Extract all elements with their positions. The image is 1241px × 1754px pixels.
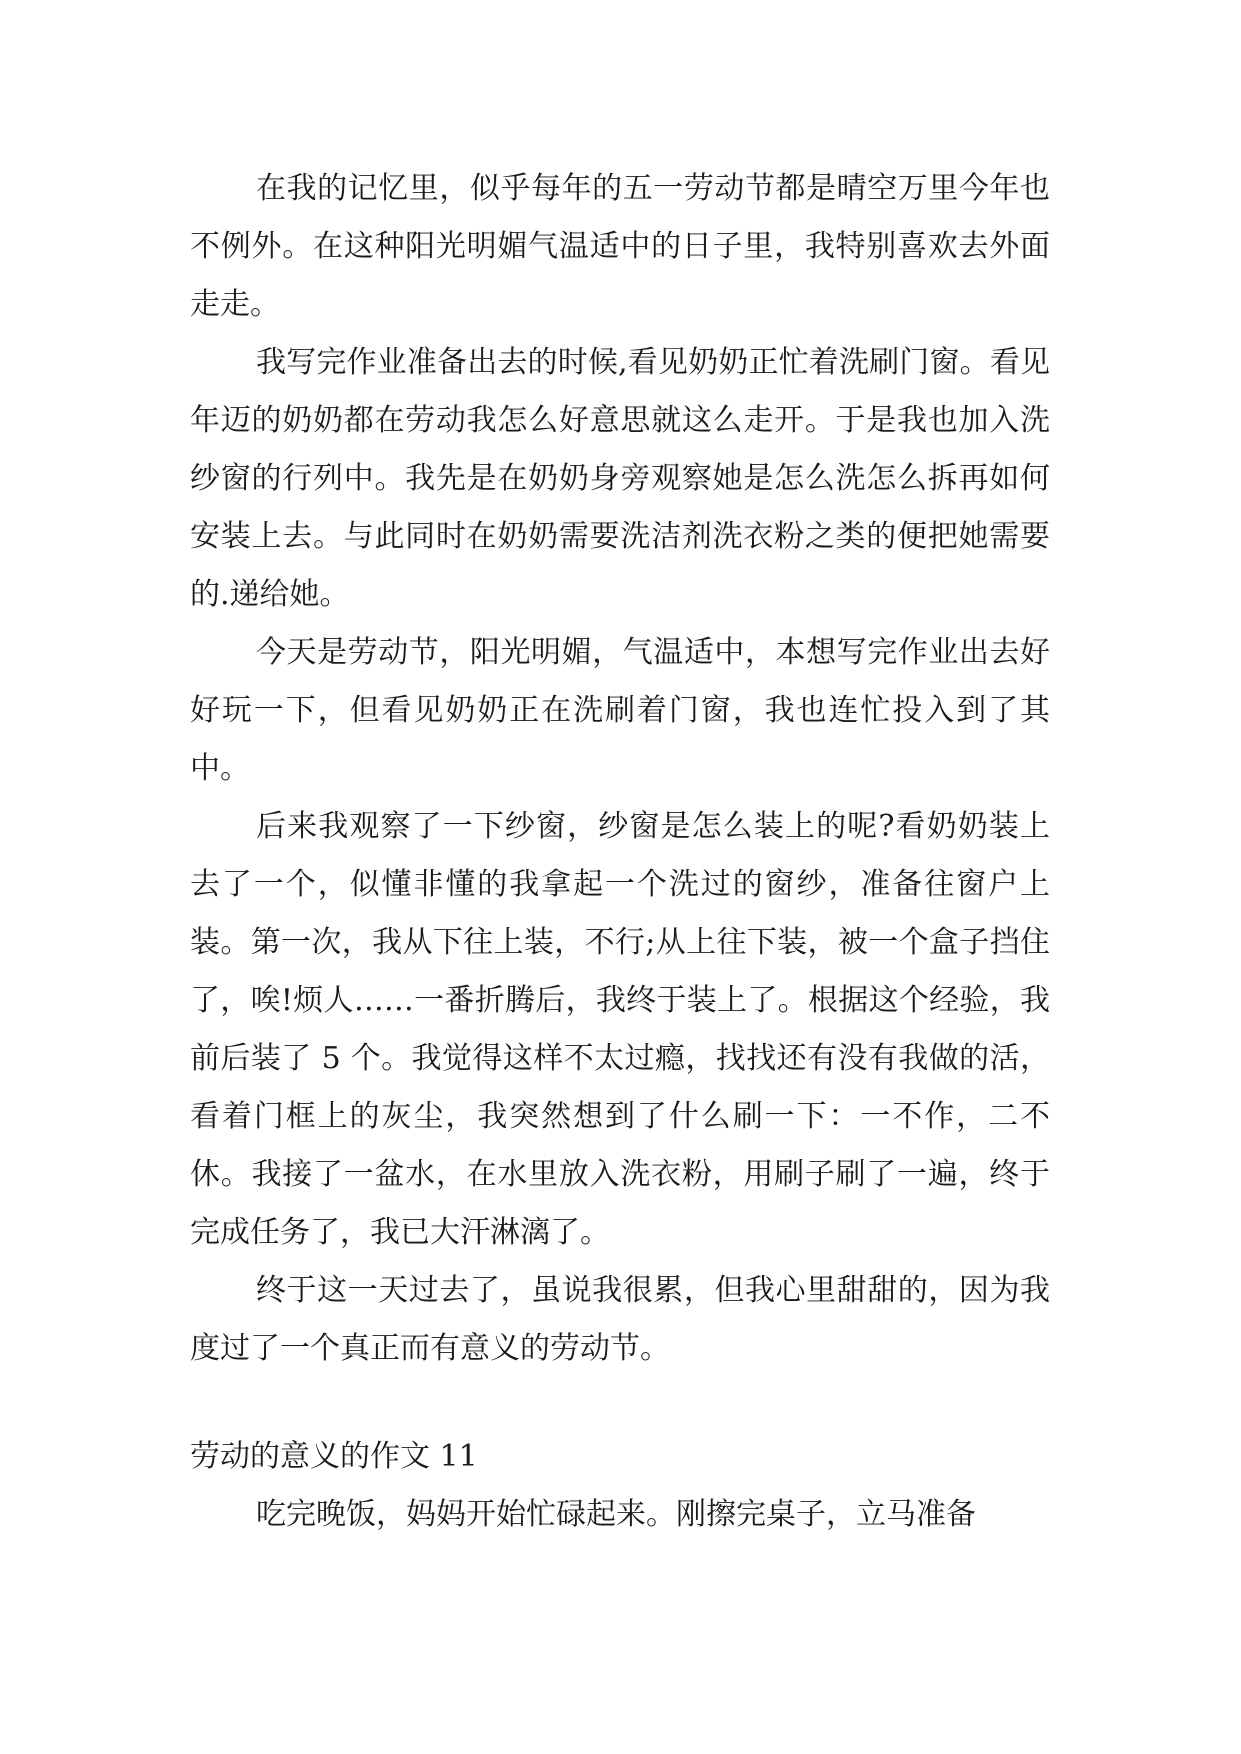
paragraph-3: 今天是劳动节，阳光明媚，气温适中，本想写完作业出去好好玩一下，但看见奶奶正在洗刷着门窗，我也连忙投入到了其中。: [190, 635, 1050, 786]
section-heading: 劳动的意义的作文 11: [190, 1439, 478, 1474]
document-body: [190, 160, 1050, 1544]
paragraph-5: 终于这一天过去了，虽说我很累，但我心里甜甜的，因为我度过了一个真正而有意义的劳动节。: [190, 1273, 1050, 1366]
section-paragraph: 吃完晚饭，妈妈开始忙碌起来。刚擦完桌子，立马准备: [256, 1497, 976, 1532]
paragraph-2: 我写完作业准备出去的时候,看见奶奶正忙着洗刷门窗。看见年迈的奶奶都在劳动我怎么好意思就这么走开。于是我也加入洗纱窗的行列中。我先是在奶奶身旁观察她是怎么洗怎么拆再如何安装上去。与此同时在奶奶需要洗洁剂洗衣粉之类的便把她需要的.递给她。: [190, 345, 1050, 612]
paragraph-1: 在我的记忆里，似乎每年的五一劳动节都是晴空万里今年也不例外。在这种阳光明媚气温适中的日子里，我特别喜欢去外面走走。: [190, 171, 1050, 322]
paragraph-4: 后来我观察了一下纱窗，纱窗是怎么装上的呢?看奶奶装上去了一个，似懂非懂的我拿起一个洗过的窗纱，准备往窗户上装。第一次，我从下往上装，不行;从上往下装，被一个盒子挡住了，唉!烦人……一番折腾后，我终于装上了。根据这个经验，我前后装了 5 个。我觉得这样不太过瘾，找找还有没有我做的活，看着门框上的灰尘，我突然想到了什么刷一下：一不作，二不休。我接了一盆水，在水里放入洗衣粉，用刷子刷了一遍，终于完成任务了，我已大汗淋漓了。: [190, 809, 1050, 1250]
